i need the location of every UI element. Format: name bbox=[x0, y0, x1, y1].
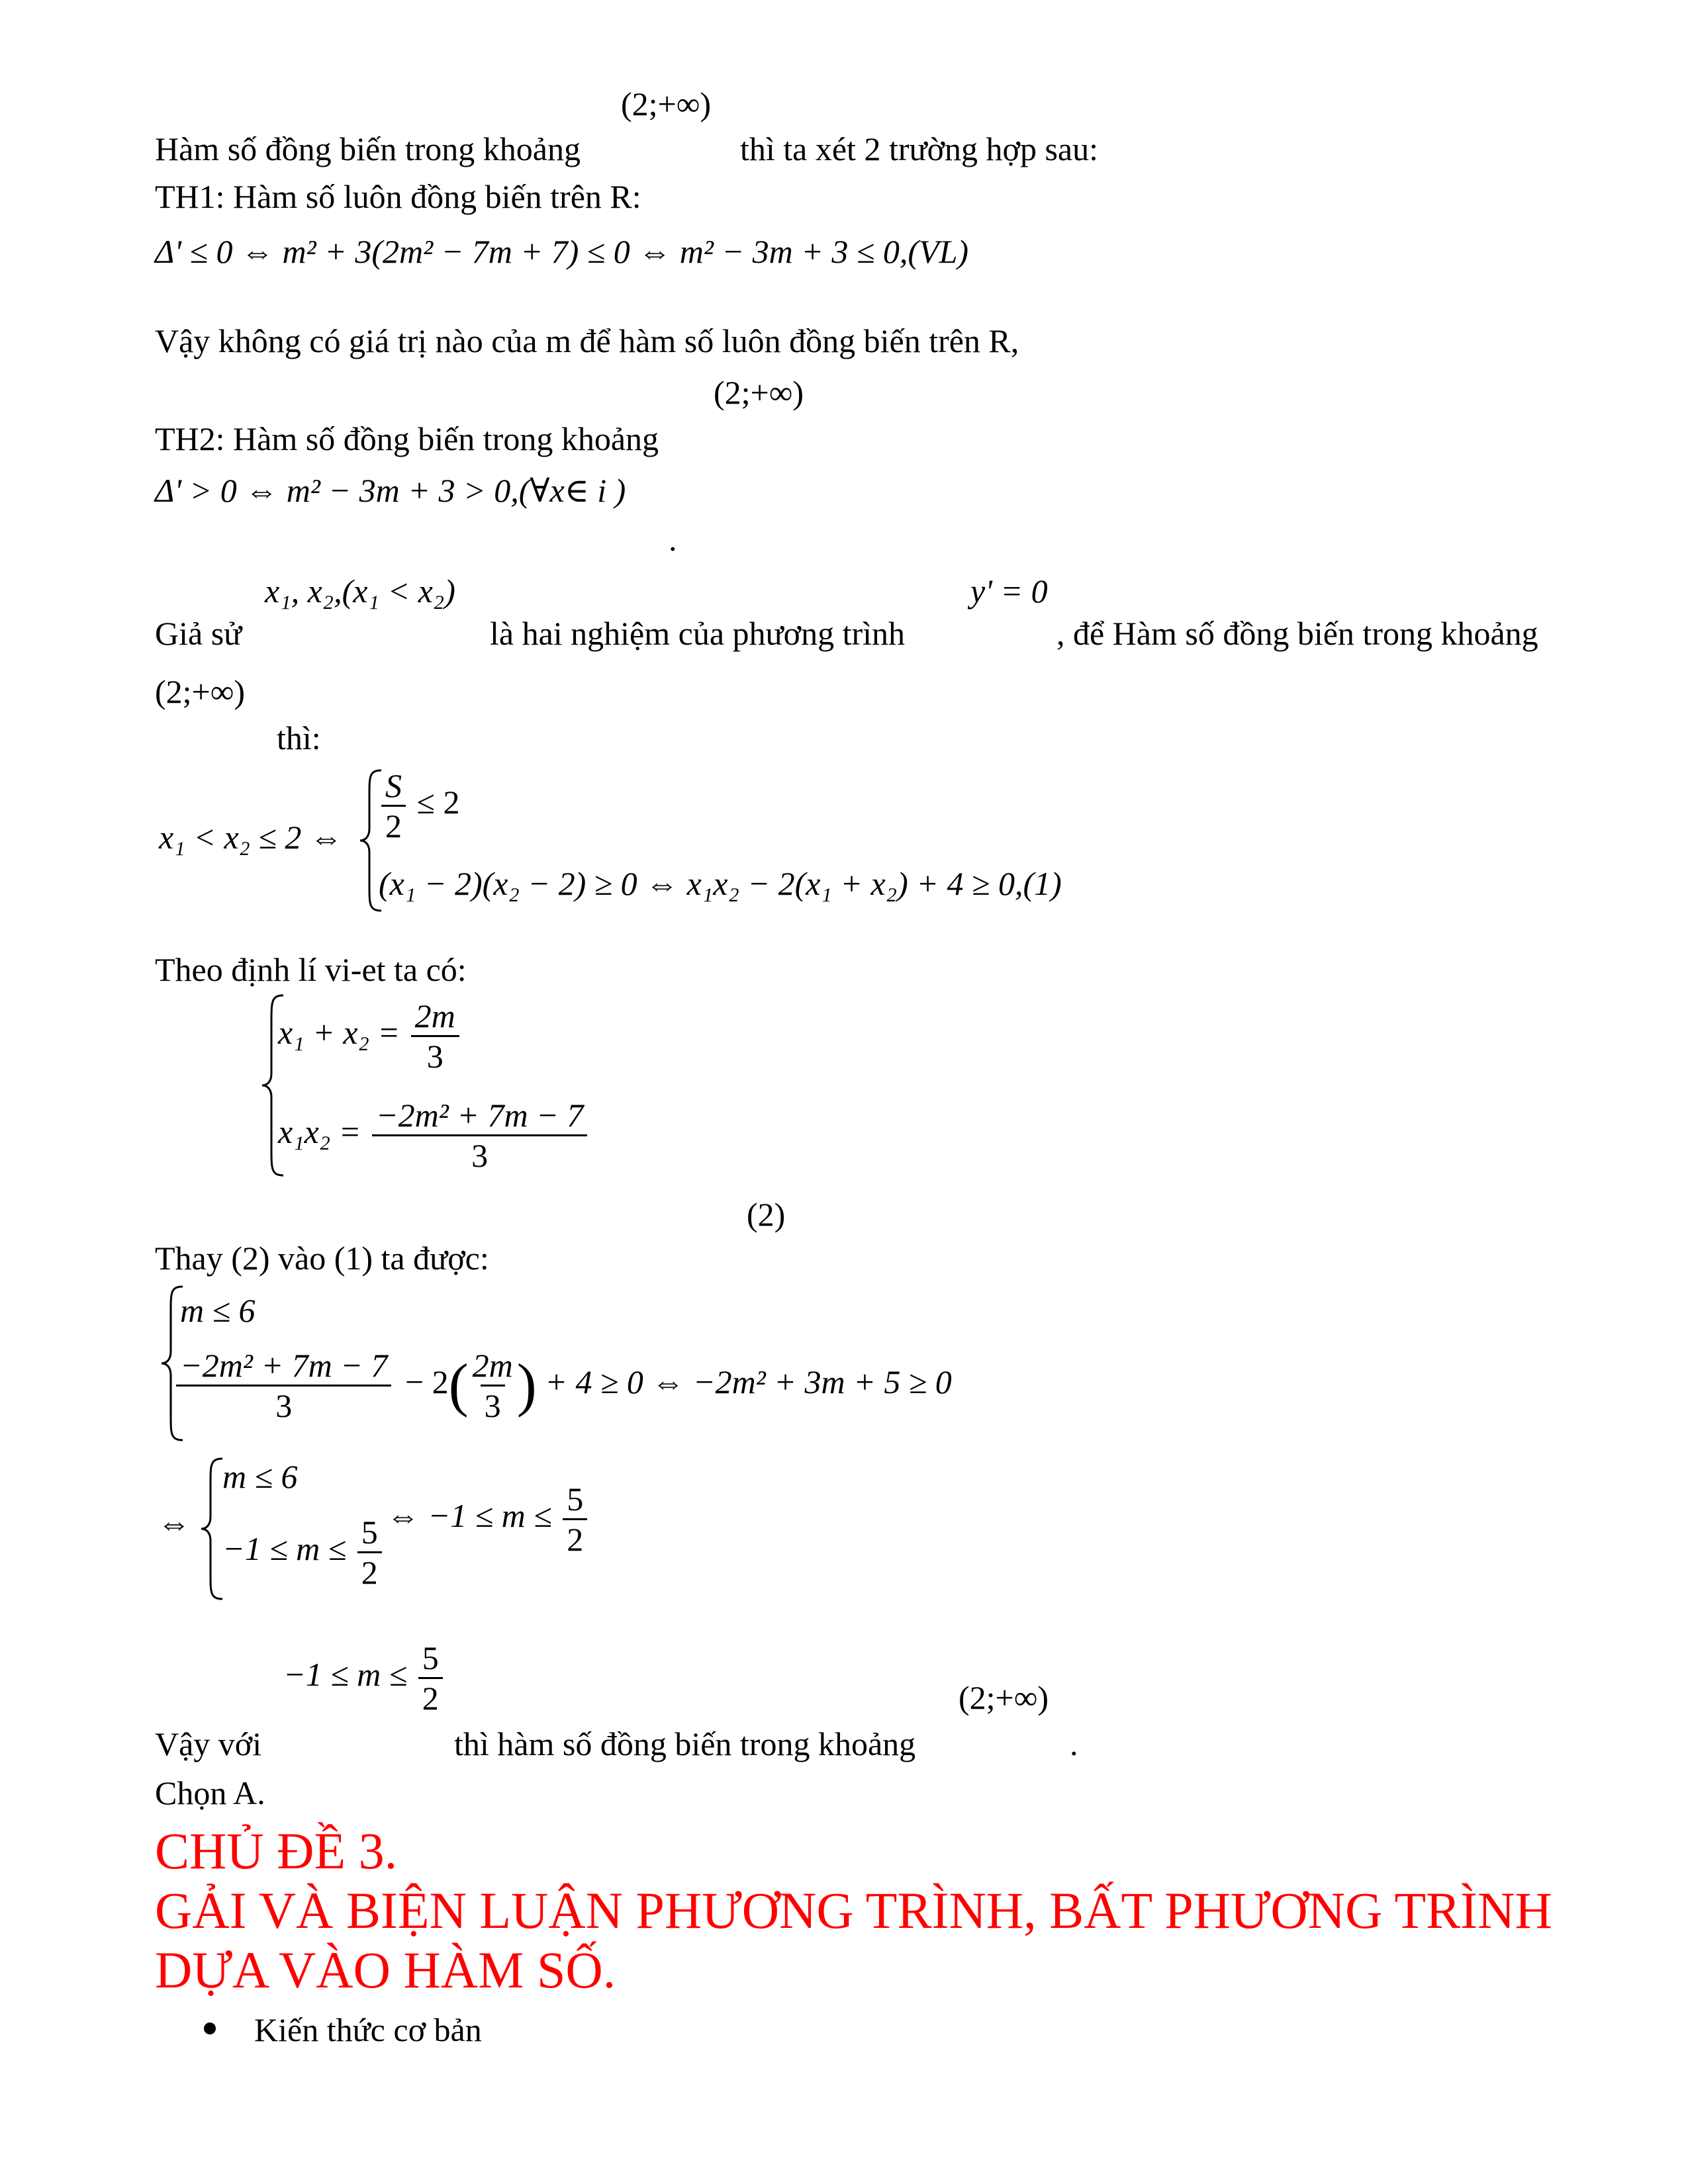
condition-lhs: x₁ < x₂ ≤ 2 ⇔ bbox=[159, 819, 343, 856]
suppose-c: , để Hàm số đồng biến trong khoảng bbox=[1056, 615, 1538, 652]
sys1-line2: $\frac{\text{−2m² + 7m − 7}}{3}$ − 2( $\frac{2m}{3}$ ) + 4 ≥ 0 ⇔ −2m² + 3m + 5 ≥ 0 bbox=[173, 1349, 952, 1422]
th-intro-a: Hàm số đồng biến trong khoảng bbox=[155, 130, 581, 167]
interval-4: (2;+∞) bbox=[959, 1679, 1049, 1716]
bullet-item: Kiến thức cơ bản bbox=[254, 2011, 482, 2048]
interval-1: (2;+∞) bbox=[621, 85, 712, 122]
sys2-result: ⇔ −1 ≤ m ≤ $\frac{5}{2}$ bbox=[387, 1482, 590, 1556]
roots-notation: x₁, x₂,(x₁ < x₂) bbox=[265, 572, 455, 610]
yprime-equation: y' = 0 bbox=[970, 572, 1048, 610]
topic-title-line1: GẢI VÀ BIỆN LUẬN PHƯƠNG TRÌNH, BẤT PHƯƠNG TRÌNH bbox=[155, 1882, 1552, 1939]
th2-title: TH2: Hàm số đồng biến trong khoảng bbox=[155, 420, 659, 457]
viet-sum: x₁ + x₂ = $\frac{2m}{3}$ bbox=[278, 999, 462, 1073]
equiv-symbol: ⇔ bbox=[158, 1504, 191, 1541]
bullet-icon bbox=[204, 2023, 216, 2034]
final-b: thì hàm số đồng biến trong khoảng bbox=[454, 1725, 916, 1762]
suppose-a: Giả sử bbox=[155, 615, 242, 652]
final-condition: −1 ≤ m ≤ $\frac{5}{2}$ bbox=[283, 1641, 445, 1715]
th2-equation: Δ' > 0 ⇔ m² − 3m + 3 > 0,(∀x∈ i ) bbox=[155, 472, 626, 509]
interval-2: (2;+∞) bbox=[714, 374, 804, 411]
s-over-2: $\frac{S}{2}$ bbox=[381, 769, 406, 842]
sys2-line1: m ≤ 6 bbox=[222, 1458, 298, 1495]
th1-equation: Δ' ≤ 0 ⇔ m² + 3(2m² − 7m + 7) ≤ 0 ⇔ m² − 3m + 3 ≤ 0,(VL) bbox=[155, 233, 969, 270]
then-label: thì: bbox=[277, 719, 321, 756]
topic-heading: CHỦ ĐỀ 3. bbox=[155, 1822, 398, 1880]
th-intro-b: thì ta xét 2 trường hợp sau: bbox=[740, 130, 1099, 167]
suppose-b: là hai nghiệm của phương trình bbox=[490, 615, 906, 652]
th1-title: TH1: Hàm số luôn đồng biến trên R: bbox=[155, 178, 641, 215]
viet-title: Theo định lí vi-et ta có: bbox=[155, 951, 467, 988]
choose-answer: Chọn A. bbox=[155, 1774, 265, 1811]
viet-product: x₁x₂ = $\frac{\text{−2m² + 7m − 7}}{3}$ bbox=[278, 1099, 590, 1172]
final-dot: . bbox=[1070, 1725, 1078, 1762]
label-2: (2) bbox=[747, 1196, 786, 1233]
conclusion-none: Vậy không có giá trị nào của m để hàm số luôn đồng biến trên R, bbox=[155, 322, 1019, 359]
interval-3: (2;+∞) bbox=[155, 673, 246, 710]
final-a: Vậy với bbox=[155, 1725, 262, 1762]
topic-title-line2: DỰA VÀO HÀM SỐ. bbox=[155, 1941, 616, 1999]
condition-line1: $\frac{S}{2}$ ≤ 2 bbox=[379, 769, 459, 842]
sys2-brace bbox=[199, 1456, 225, 1602]
sys1-line1: m ≤ 6 bbox=[180, 1292, 256, 1329]
dot-mark: . bbox=[669, 521, 677, 558]
condition-line2: (x₁ − 2)(x₂ − 2) ≥ 0 ⇔ x₁x₂ − 2(x₁ + x₂) + 4 ≥ 0,(1) bbox=[379, 865, 1062, 902]
sys2-line2: −1 ≤ m ≤ $\frac{5}{2}$ bbox=[222, 1516, 385, 1589]
subst-title: Thay (2) vào (1) ta được: bbox=[155, 1240, 489, 1277]
